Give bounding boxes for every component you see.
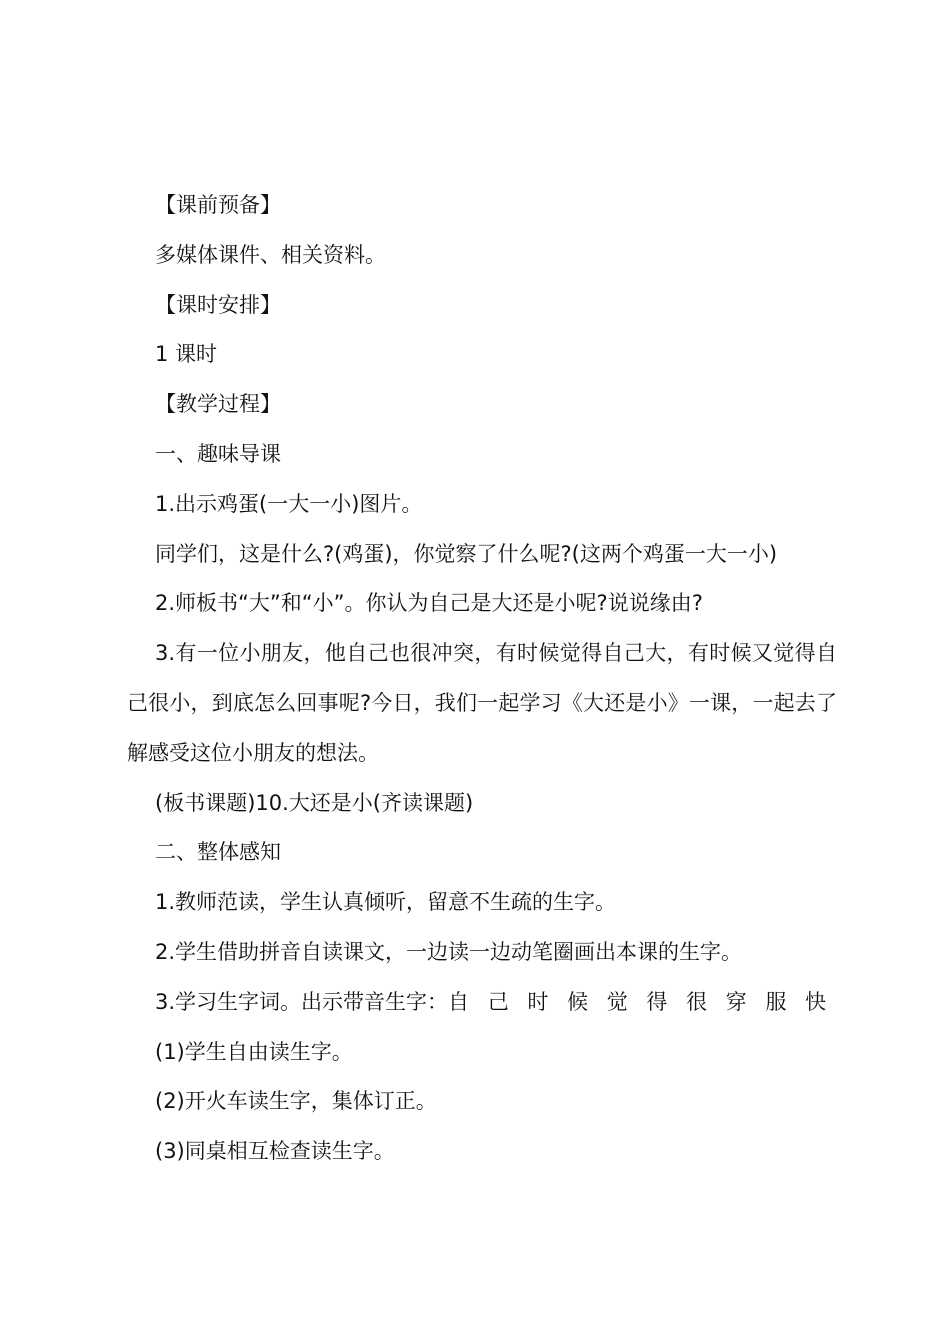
- section-heading-process: 【教学过程】: [155, 392, 281, 417]
- paragraph-step-3: 3.有一位小朋友，他自己也很冲突，有时候觉得自己大，有时候又觉得自己很小，到底怎么回事呢?今日，我们一起学习《大还是小》一课，一起去了解感受这位小朋友的想法。: [127, 641, 837, 765]
- new-characters-intro: 3.学习生字词。出示带音生字：: [155, 989, 449, 1014]
- paragraph-board-title: (板书课题)10.大还是小(齐读课题): [155, 790, 474, 815]
- paragraph-activity-2: (2)开火车读生字，集体订正。: [155, 1089, 437, 1114]
- paragraph-self-reading: 2.学生借助拼音自读课文，一边读一边动笔圈画出本课的生字。: [155, 939, 743, 964]
- paragraph-step-1: 1.出示鸡蛋(一大一小)图片。: [155, 491, 423, 516]
- paragraph-class-hours: 1 课时: [155, 342, 218, 367]
- paragraph-materials: 多媒体课件、相关资料。: [155, 242, 386, 267]
- paragraph-question: 同学们，这是什么?(鸡蛋)，你觉察了什么呢?(这两个鸡蛋一大一小): [155, 541, 778, 566]
- paragraph-teacher-reading: 1.教师范读，学生认真倾听，留意不生疏的生字。: [155, 890, 617, 915]
- section-heading-preparation: 【课前预备】: [155, 193, 281, 217]
- paragraph-activity-3: (3)同桌相互检查读生字。: [155, 1139, 395, 1164]
- paragraph-activity-1: (1)学生自由读生字。: [155, 1039, 353, 1064]
- subheading-overall: 二、整体感知: [155, 840, 281, 865]
- new-characters-list: 自 己 时 候 觉 得 很 穿 服 快: [448, 989, 833, 1014]
- document-body: [127, 181, 837, 1177]
- section-heading-schedule: 【课时安排】: [155, 292, 281, 317]
- paragraph-step-2: 2.师板书“大”和“小”。你认为自己是大还是小呢?说说缘由?: [155, 591, 703, 616]
- subheading-intro: 一、趣味导课: [155, 441, 281, 466]
- paragraph-new-characters: [127, 978, 837, 1028]
